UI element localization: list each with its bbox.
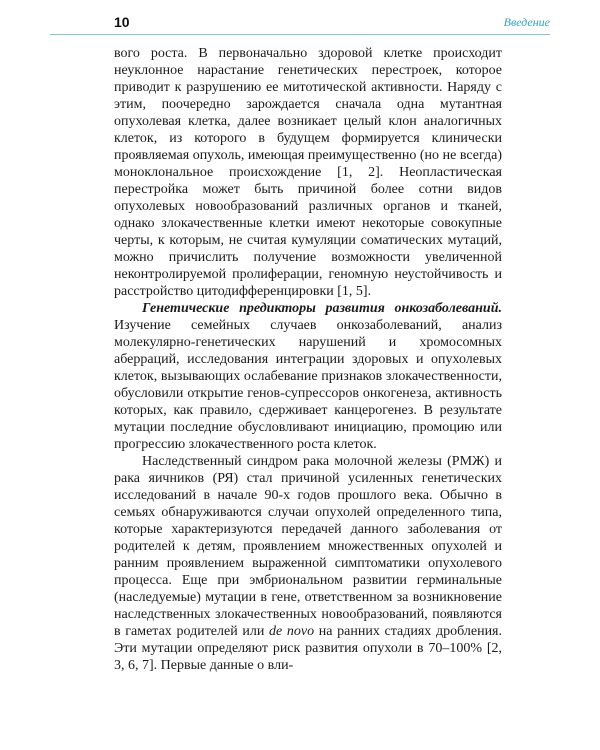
paragraph-genetic-predictors <box>114 300 502 453</box>
header-rule <box>50 34 550 35</box>
paragraph-hereditary-syndrome <box>114 453 502 674</box>
paragraph-text: Изучение семейных случаев онкозаболеваний, анализ молекулярно-генетических нарушений и хромосомных аберраций, исследования интеграции здоровых и опухолевых клеток, вызывающих ослабевание признаков злокачественности, обусловили открытие генов-супрессоров онкогенеза, активность которых, как правило, сдерживает канцерогенез. В результате мутации последние обусловливают инициацию, промоцию или прогрессию злокачественного роста клеток. <box>114 318 502 452</box>
paragraph-text-end: на ранних стадиях дробления. Эти мутации определяют риск развития опухоли в 70–100% [2, 3, 6, 7]. Первые данные о вли- <box>114 624 502 673</box>
page-number: 10 <box>114 14 130 30</box>
paragraph-continuation <box>114 45 502 300</box>
paragraph-text: вого роста. В первоначально здоровой клетке происходит неуклонное нарастание генетических перестроек, которое приводит к разрушению ее митотической активности. Наряду с этим, поочередно зарождается сначала одна мутантная опухолевая клетка, далее возникает целый клон аналогичных клеток, из которого в будущем формируется клинически проявляемая опухоль, имеющая преимущественно (но не всегда) моноклональное происхождение [1, 2]. Неопластическая перестройка может быть причиной более сотни видов опухолевых новообразований различных органов и тканей, однако злокачественные клетки имеют некоторые совокупные черты, к которым, не считая кумуляции соматических мутаций, можно причислить получение возможности увеличенной неконтролируемой пролиферации, геномную неустойчивость и расстройство цитодифференцировки [1, 5]. <box>114 46 502 299</box>
body-text <box>114 45 502 674</box>
latin-term: de novo <box>269 624 315 639</box>
paragraph-text: Наследственный синдром рака молочной железы (РМЖ) и рака яичников (РЯ) стал причиной усиленных генетических исследований в начале 90-х годов прошлого века. Обычно в семьях обнаруживаются случаи опухолей определенного типа, которые характеризуются передачей данного заболевания от родителей к детям, проявлением множественных опухолей и ранним проявлением выраженной симптоматики опухолевого процесса. Еще при эмбриональном развитии герминальные (наследуемые) мутации в гене, ответственном за возникновение наследственных злокачественных новообразований, появляются в гаметах родителей или <box>114 454 502 639</box>
section-title: Введение <box>503 15 550 29</box>
paragraph-heading: Генетические предикторы развития онкозаболеваний. <box>142 301 502 316</box>
